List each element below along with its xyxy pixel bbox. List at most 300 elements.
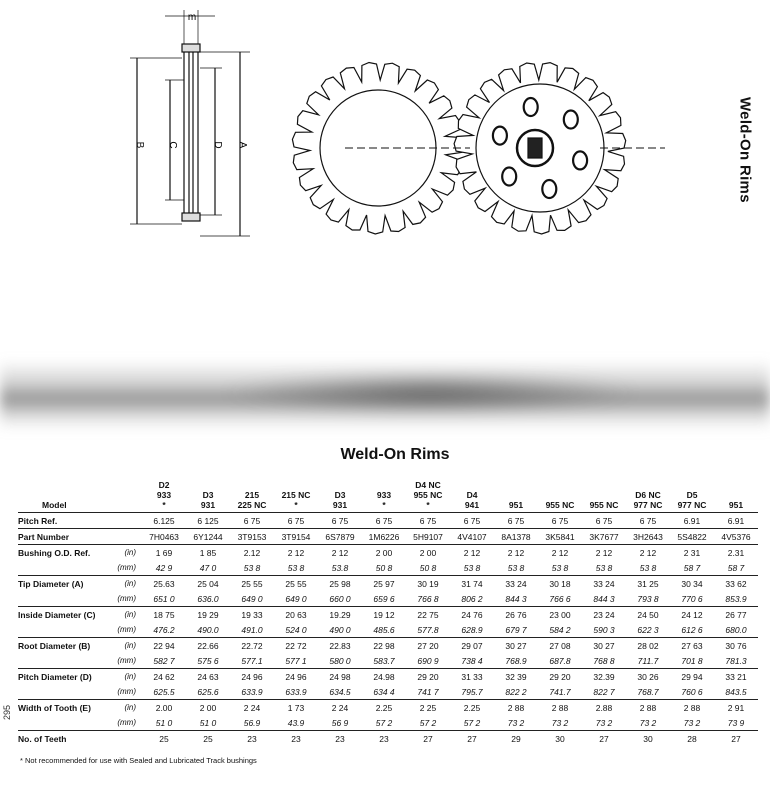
- table-cell: 634 4: [373, 686, 395, 697]
- label-a: A: [237, 141, 248, 149]
- table-row: [18, 622, 758, 638]
- table-cell: 30 34: [670, 576, 714, 592]
- table-cell: 2 24: [230, 700, 274, 716]
- row-label: No. of Teeth: [18, 731, 114, 747]
- table-cell: 22.83: [318, 638, 362, 654]
- table-cell: 2 24: [318, 700, 362, 716]
- row-unit: (in): [114, 638, 142, 654]
- table-row: [18, 684, 758, 700]
- table-cell: 6.91: [683, 515, 701, 526]
- table-cell: 5S4822: [670, 529, 714, 545]
- table-cell: 24 76: [450, 607, 494, 623]
- table-cell: 73 2: [551, 717, 569, 728]
- table-cell: 6 75: [331, 515, 349, 526]
- table-cell: 476.2: [153, 624, 175, 635]
- column-header-line: *: [162, 500, 166, 510]
- footnote: * Not recommended for use with Sealed and Lubricated Track bushings: [20, 756, 257, 765]
- table-row: [18, 638, 758, 654]
- table-cell: 2 25: [406, 700, 450, 716]
- table-cell: 2 31: [670, 545, 714, 561]
- table-cell: 843.5: [725, 686, 747, 697]
- table-cell: 3K7677: [582, 529, 626, 545]
- table-cell: 625.5: [153, 686, 175, 697]
- table-cell: 6.125: [153, 515, 175, 526]
- table-cell: 27 08: [538, 638, 582, 654]
- row-label: Width of Tooth (E): [18, 700, 114, 716]
- table-cell: 22 98: [362, 638, 406, 654]
- table-cell: 29 20: [538, 669, 582, 685]
- table-cell: 25.63: [142, 576, 186, 592]
- column-header-line: 955 NC: [413, 490, 443, 500]
- table-cell: 24 12: [670, 607, 714, 623]
- table-header-row: [18, 480, 758, 513]
- table-cell: 2.00: [142, 700, 186, 716]
- bolt-hole: [573, 151, 587, 169]
- table-row: [18, 715, 758, 731]
- row-unit: [114, 731, 142, 747]
- table-cell: 73 2: [507, 717, 525, 728]
- table-cell: 2 88: [626, 700, 670, 716]
- table-cell: 24 62: [142, 669, 186, 685]
- table-cell: 73 2: [595, 717, 613, 728]
- table-cell: 485.6: [373, 624, 395, 635]
- column-header: [494, 480, 538, 513]
- row-unit: (mm): [117, 562, 136, 572]
- table-cell: 2 88: [538, 700, 582, 716]
- column-header: [450, 480, 494, 513]
- row-label: Bushing O.D. Ref.: [18, 545, 114, 561]
- table-cell: 580 0: [329, 655, 351, 666]
- column-header-line: 941: [464, 500, 480, 510]
- open-rim-drawing: [292, 63, 464, 235]
- table-row: [18, 560, 758, 576]
- row-label: Pitch Diameter (D): [18, 669, 114, 685]
- table-cell: 32.39: [582, 669, 626, 685]
- table-cell: 768 8: [593, 655, 615, 666]
- table-cell: 19.29: [318, 607, 362, 623]
- table-cell: 760 6: [681, 686, 703, 697]
- table-row: [18, 653, 758, 669]
- row-label: [18, 591, 114, 607]
- column-header-line: 933: [156, 490, 172, 500]
- column-header-line: *: [426, 500, 430, 510]
- table-cell: 47 0: [199, 562, 217, 573]
- column-header-line: 951: [728, 500, 744, 510]
- table-cell: 793 8: [637, 593, 659, 604]
- rim-spec-table: [18, 480, 758, 746]
- table-cell: 651 0: [153, 593, 175, 604]
- table-cell: 583.7: [373, 655, 395, 666]
- hub-sprocket-drawing: [454, 63, 626, 234]
- table-cell: 22.66: [186, 638, 230, 654]
- table-cell: 25: [142, 731, 186, 747]
- hub-bore: [528, 138, 542, 158]
- row-unit: [114, 529, 142, 545]
- row-unit: [114, 513, 142, 529]
- table-cell: 628.9: [461, 624, 483, 635]
- table-cell: 2.12: [230, 545, 274, 561]
- page-number: 295: [2, 704, 12, 720]
- table-cell: 524 0: [285, 624, 307, 635]
- column-header-line: 955 NC: [545, 500, 575, 510]
- row-label: Tip Diameter (A): [18, 576, 114, 592]
- table-row: [18, 576, 758, 592]
- table-cell: 28 02: [626, 638, 670, 654]
- table-cell: 50 8: [419, 562, 437, 573]
- column-header-line: 215 NC: [281, 490, 311, 500]
- table-cell: 27: [450, 731, 494, 747]
- table-cell: 51 0: [155, 717, 173, 728]
- table-cell: 6 75: [243, 515, 261, 526]
- table-cell: 6Y1244: [186, 529, 230, 545]
- table-cell: 660 0: [329, 593, 351, 604]
- table-cell: 20 63: [274, 607, 318, 623]
- table-cell: 26 76: [494, 607, 538, 623]
- table-cell: 582 7: [153, 655, 175, 666]
- table-cell: 31 74: [450, 576, 494, 592]
- column-header: [582, 480, 626, 513]
- table-cell: 1 73: [274, 700, 318, 716]
- table-cell: 2 88: [494, 700, 538, 716]
- table-cell: 701 8: [681, 655, 703, 666]
- row-unit: (mm): [117, 655, 136, 665]
- table-cell: 766 8: [417, 593, 439, 604]
- table-cell: 577.8: [417, 624, 439, 635]
- column-header: [186, 480, 230, 513]
- table-cell: 26 77: [714, 607, 758, 623]
- column-header: [318, 480, 362, 513]
- table-cell: 25 55: [230, 576, 274, 592]
- table-cell: 634.5: [329, 686, 351, 697]
- column-header-line: 931: [332, 500, 348, 510]
- table-cell: 3T9153: [230, 529, 274, 545]
- column-header: [362, 480, 406, 513]
- table-cell: 680.0: [725, 624, 747, 635]
- table-cell: 2 88: [670, 700, 714, 716]
- table-cell: 32 39: [494, 669, 538, 685]
- table-cell: 27 63: [670, 638, 714, 654]
- table-cell: 25 55: [274, 576, 318, 592]
- column-header-line: 225 NC: [237, 500, 267, 510]
- bolt-hole: [524, 98, 538, 116]
- label-d: D: [212, 141, 223, 149]
- table-cell: 7H0463: [142, 529, 186, 545]
- table-cell: 22 72: [274, 638, 318, 654]
- table-cell: 33 24: [494, 576, 538, 592]
- table-cell: 844 3: [593, 593, 615, 604]
- table-cell: 853.9: [725, 593, 747, 604]
- table-cell: 741 7: [417, 686, 439, 697]
- table-cell: 22.72: [230, 638, 274, 654]
- table-cell: 6 75: [551, 515, 569, 526]
- table-cell: 24 96: [274, 669, 318, 685]
- table-row: [18, 529, 758, 545]
- table-cell: 24.98: [362, 669, 406, 685]
- table-cell: 30 19: [406, 576, 450, 592]
- table-cell: 6 75: [375, 515, 393, 526]
- table-cell: 53 8: [595, 562, 613, 573]
- table-cell: 649 0: [241, 593, 263, 604]
- row-unit: (in): [114, 576, 142, 592]
- column-header-line: D2: [158, 480, 170, 490]
- table-cell: 577.1: [241, 655, 263, 666]
- row-label: Pitch Ref.: [18, 515, 58, 526]
- bolt-hole: [564, 111, 578, 129]
- row-label: Inside Diameter (C): [18, 607, 114, 623]
- column-header-line: D6 NC: [635, 490, 661, 500]
- table-row: [18, 513, 758, 529]
- table-cell: 2 12: [582, 545, 626, 561]
- table-cell: 5H9107: [406, 529, 450, 545]
- bolt-hole: [502, 168, 516, 186]
- table-cell: 23: [362, 731, 406, 747]
- rim-diagram-svg: [0, 0, 770, 340]
- table-cell: 31 25: [626, 576, 670, 592]
- table-cell: 57 2: [463, 717, 481, 728]
- table-cell: 6 75: [419, 515, 437, 526]
- table-cell: 2.25: [362, 700, 406, 716]
- table-row: [18, 669, 758, 685]
- column-header: [714, 480, 758, 513]
- row-unit: (mm): [117, 686, 136, 696]
- table-cell: 53 8: [287, 562, 305, 573]
- table-cell: 31 33: [450, 669, 494, 685]
- table-cell: 584 2: [549, 624, 571, 635]
- table-row: [18, 700, 758, 716]
- table-cell: 6S7879: [318, 529, 362, 545]
- table-cell: 30: [626, 731, 670, 747]
- column-header: [406, 480, 450, 513]
- table-cell: 24 96: [230, 669, 274, 685]
- table-cell: 56.9: [243, 717, 261, 728]
- table-cell: 19 12: [362, 607, 406, 623]
- table-cell: 27 20: [406, 638, 450, 654]
- table-cell: 22 94: [142, 638, 186, 654]
- table-cell: 53 8: [551, 562, 569, 573]
- table-cell: 806 2: [461, 593, 483, 604]
- table-cell: 2 91: [714, 700, 758, 716]
- column-header-line: 215: [244, 490, 260, 500]
- table-cell: 30 76: [714, 638, 758, 654]
- table-cell: 53 8: [507, 562, 525, 573]
- table-cell: 590 3: [593, 624, 615, 635]
- column-header-line: 955 NC: [589, 500, 619, 510]
- column-header: [670, 480, 714, 513]
- table-row: [18, 545, 758, 561]
- table-cell: 29 07: [450, 638, 494, 654]
- table-cell: 2 12: [626, 545, 670, 561]
- table-cell: 25 97: [362, 576, 406, 592]
- table-cell: 24 98: [318, 669, 362, 685]
- table-cell: 575 6: [197, 655, 219, 666]
- row-label: [18, 653, 114, 669]
- table-cell: 33 21: [714, 669, 758, 685]
- table-cell: 57 2: [375, 717, 393, 728]
- table-cell: 42 9: [155, 562, 173, 573]
- row-unit: (in): [114, 545, 142, 561]
- technical-drawings: [0, 0, 770, 340]
- table-cell: 24 63: [186, 669, 230, 685]
- table-cell: 2 12: [274, 545, 318, 561]
- table-cell: 844 3: [505, 593, 527, 604]
- table-cell: 27: [582, 731, 626, 747]
- table-row: [18, 731, 758, 747]
- row-label: Part Number: [18, 529, 114, 545]
- row-unit: (in): [114, 700, 142, 716]
- table-cell: 6 75: [595, 515, 613, 526]
- table-cell: 58 7: [727, 562, 745, 573]
- table-cell: 28: [670, 731, 714, 747]
- table-cell: 56 9: [331, 717, 349, 728]
- table-cell: 43.9: [287, 717, 305, 728]
- table-cell: 73 9: [727, 717, 745, 728]
- column-header: [230, 480, 274, 513]
- row-label: [18, 622, 114, 638]
- column-header: [142, 480, 186, 513]
- table-cell: 687.8: [549, 655, 571, 666]
- table-cell: 25 04: [186, 576, 230, 592]
- table-cell: 795.7: [461, 686, 483, 697]
- table-cell: 57 2: [419, 717, 437, 728]
- table-cell: 73 2: [683, 717, 701, 728]
- table-cell: 491.0: [241, 624, 263, 635]
- table-cell: 741.7: [549, 686, 571, 697]
- table-cell: 633.9: [241, 686, 263, 697]
- table-cell: 490 0: [329, 624, 351, 635]
- table-cell: 2 00: [362, 545, 406, 561]
- table-cell: 738 4: [461, 655, 483, 666]
- row-label: [18, 560, 114, 576]
- column-header-line: 931: [200, 500, 216, 510]
- label-c: C: [167, 141, 178, 149]
- header-model: Model: [18, 480, 142, 513]
- table-cell: 30 26: [626, 669, 670, 685]
- table-cell: 577 1: [285, 655, 307, 666]
- table-cell: 490.0: [197, 624, 219, 635]
- table-cell: 51 0: [199, 717, 217, 728]
- side-title: Weld-On Rims: [736, 97, 754, 203]
- bolt-hole: [493, 127, 507, 145]
- table-cell: 19 29: [186, 607, 230, 623]
- table-cell: 29 94: [670, 669, 714, 685]
- table-cell: 2.88: [582, 700, 626, 716]
- column-header-line: 933: [376, 490, 392, 500]
- table-cell: 58 7: [683, 562, 701, 573]
- table-cell: 30 27: [582, 638, 626, 654]
- table-cell: 770 6: [681, 593, 703, 604]
- table-cell: 6.91: [727, 515, 745, 526]
- table-cell: 3K5841: [538, 529, 582, 545]
- table-cell: 53.8: [331, 562, 349, 573]
- table-cell: 2 00: [406, 545, 450, 561]
- table-cell: 625.6: [197, 686, 219, 697]
- row-unit: (in): [114, 607, 142, 623]
- table-cell: 2 12: [450, 545, 494, 561]
- table-row: [18, 591, 758, 607]
- column-header-line: *: [382, 500, 386, 510]
- table-cell: 766 6: [549, 593, 571, 604]
- row-label: Root Diameter (B): [18, 638, 114, 654]
- scan-smear-dark: [220, 372, 640, 412]
- table-cell: 2 12: [494, 545, 538, 561]
- table-cell: 19 33: [230, 607, 274, 623]
- table-cell: 768.7: [637, 686, 659, 697]
- table-cell: 622 3: [637, 624, 659, 635]
- table-cell: 29: [494, 731, 538, 747]
- column-header-line: *: [294, 500, 298, 510]
- table-cell: 22 75: [406, 607, 450, 623]
- rim-side-profile: [130, 10, 250, 236]
- row-unit: (in): [114, 669, 142, 685]
- table-cell: 2.31: [714, 545, 758, 561]
- table-cell: 2.25: [450, 700, 494, 716]
- row-unit: (mm): [117, 593, 136, 603]
- table-cell: 679 7: [505, 624, 527, 635]
- table-cell: 8A1378: [494, 529, 538, 545]
- table-cell: 23: [230, 731, 274, 747]
- table-cell: 53 8: [463, 562, 481, 573]
- column-header-line: 977 NC: [677, 500, 707, 510]
- table-cell: 3T9154: [274, 529, 318, 545]
- label-b: B: [134, 141, 145, 149]
- table-cell: 27: [714, 731, 758, 747]
- table-cell: 53 8: [639, 562, 657, 573]
- column-header: [626, 480, 670, 513]
- column-header-line: 951: [508, 500, 524, 510]
- table-cell: 6 75: [463, 515, 481, 526]
- table-cell: 30: [538, 731, 582, 747]
- table-cell: 6 75: [287, 515, 305, 526]
- table-cell: 53 8: [243, 562, 261, 573]
- table-cell: 33 62: [714, 576, 758, 592]
- table-cell: 30 27: [494, 638, 538, 654]
- table-cell: 23: [318, 731, 362, 747]
- column-header-line: D3: [202, 490, 214, 500]
- table-cell: 690 9: [417, 655, 439, 666]
- table-cell: 24 50: [626, 607, 670, 623]
- column-header-line: D4: [466, 490, 478, 500]
- table-cell: 27: [406, 731, 450, 747]
- table-row: [18, 607, 758, 623]
- table-cell: 29 20: [406, 669, 450, 685]
- table-cell: 1 85: [186, 545, 230, 561]
- table-cell: 4V5376: [714, 529, 758, 545]
- table-title: Weld-On Rims: [340, 446, 450, 463]
- table-cell: 612 6: [681, 624, 703, 635]
- column-header: [538, 480, 582, 513]
- label-m: m: [187, 12, 197, 23]
- column-header-line: D4 NC: [415, 480, 441, 490]
- table-cell: 2 00: [186, 700, 230, 716]
- table-cell: 711.7: [637, 655, 659, 666]
- table-cell: 25 98: [318, 576, 362, 592]
- table-cell: 18 75: [142, 607, 186, 623]
- table-cell: 2 12: [538, 545, 582, 561]
- row-label: [18, 684, 114, 700]
- table-cell: 768.9: [505, 655, 527, 666]
- table-cell: 2 12: [318, 545, 362, 561]
- column-header-line: 977 NC: [633, 500, 663, 510]
- table-cell: 73 2: [639, 717, 657, 728]
- table-cell: 781.3: [725, 655, 747, 666]
- table-cell: 822 2: [505, 686, 527, 697]
- table-cell: 50 8: [375, 562, 393, 573]
- table-cell: 822 7: [593, 686, 615, 697]
- table-cell: 1 69: [142, 545, 186, 561]
- table-cell: 25: [186, 731, 230, 747]
- bolt-hole: [542, 180, 556, 198]
- row-label: [18, 715, 114, 731]
